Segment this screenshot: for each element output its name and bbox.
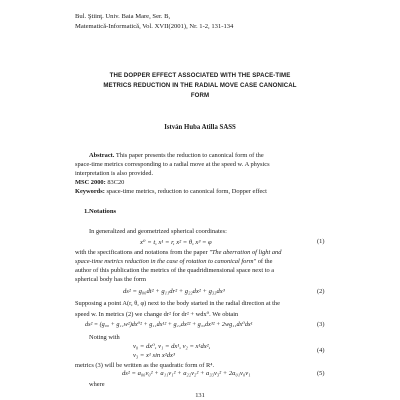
equation-4a: v₀ = dx⁰, v₁ = dx¹, v₂ = x¹dx², bbox=[133, 343, 211, 350]
cited-paper-title-1: "The aberration of light and bbox=[209, 249, 282, 256]
body-paragraph-3-line-2: speed w. In metrics (2) we change dr² for dr² + wdx⁰. We obtain bbox=[75, 311, 239, 318]
p2-text-b: of the bbox=[256, 258, 273, 265]
body-paragraph-4: Noting with bbox=[89, 334, 120, 341]
equation-1-number: (1) bbox=[317, 238, 325, 245]
body-paragraph-2-line-3: author of this publication the metrics of the quadridimensional space next to a bbox=[75, 267, 275, 274]
paper-title-line-3: FORM bbox=[190, 92, 210, 99]
p2-text-a: with the specifications and notations from the paper bbox=[75, 249, 210, 256]
equation-3-number: (3) bbox=[317, 321, 325, 328]
body-paragraph-2-line-1 bbox=[75, 249, 281, 256]
msc-label: MSC 2000: bbox=[75, 179, 106, 186]
body-paragraph-3-line-1: Supposing a point A(r, θ, φ) next to the body started in the radial direction at the bbox=[75, 300, 280, 307]
equation-2-number: (2) bbox=[317, 288, 325, 295]
equation-3: ds² = (g₀₀ + g₁₁w²)dx⁰² + g₁₁dx¹² + g₂₂dx²² + g₃₃dx³² + 2wg₁₁dx⁰dx¹ bbox=[85, 321, 253, 328]
cited-paper-title-2: space-time metrics reduction in the case of rotation to canonical form" bbox=[75, 258, 257, 265]
equation-1: x⁰ = t, x¹ = r, x² = θ, x³ = φ bbox=[140, 239, 212, 246]
body-paragraph-5: metrics (3) will be written as the quadratic form of R⁴. bbox=[75, 362, 215, 369]
abstract-label: Abstract. bbox=[89, 152, 115, 159]
equation-4-number: (4) bbox=[317, 347, 325, 354]
abstract-line-2: space-time metrics corresponding to a radial move at the speed w. A physics bbox=[75, 161, 270, 168]
body-paragraph-2-line-4: spherical body has the form bbox=[75, 276, 146, 283]
msc-line bbox=[75, 179, 124, 186]
equation-5-number: (5) bbox=[317, 370, 325, 377]
body-paragraph-2-line-2 bbox=[75, 258, 272, 265]
abstract-line-1 bbox=[89, 152, 264, 159]
equation-2: ds² = g₀₀dt² + g₁₁dr² + g₂₂dx² + g₃₃dx³ bbox=[123, 288, 225, 295]
paper-title-line-1: THE DOPPER EFFECT ASSOCIATED WITH THE SPACE-TIME bbox=[109, 72, 291, 79]
keywords-line bbox=[75, 188, 267, 195]
equation-5: ds² = a₀₀v₀² + a₁₁v₁² + a₂₂v₂² + a₃₃v₃² + 2a₀₁v₀v₁ bbox=[122, 370, 251, 377]
keywords-label: Keywords: bbox=[75, 188, 105, 195]
keywords-value: space-time metrics, reduction to canonical form, Dopper effect bbox=[106, 188, 267, 195]
body-paragraph-1: In generalized and geometrized spherical coordinates: bbox=[89, 228, 227, 235]
section-heading: 1.Notations bbox=[84, 208, 117, 215]
author-name: István Huba Atilla SASS bbox=[164, 124, 236, 131]
body-paragraph-6: where bbox=[89, 381, 105, 388]
msc-value: 83C20 bbox=[107, 179, 125, 186]
abstract-text-1: This paper presents the reduction to canonical form of the bbox=[115, 152, 264, 159]
journal-header-line-2: Matematică-Informatică, Vol. XVII(2001), Nr. 1-2, 131-134 bbox=[75, 23, 234, 30]
journal-header-line-1: Bul. Ştiinţ. Univ. Baia Mare, Ser. B, bbox=[75, 13, 171, 20]
paper-title-line-2: METRICS REDUCTION IN THE RADIAL MOVE CASE CANONICAL bbox=[103, 82, 297, 89]
abstract-line-3: interpretation is also provided. bbox=[75, 170, 154, 177]
page-number: 131 bbox=[195, 392, 205, 399]
equation-4b: v₃ = x¹ sin x²dx³ bbox=[133, 352, 175, 359]
